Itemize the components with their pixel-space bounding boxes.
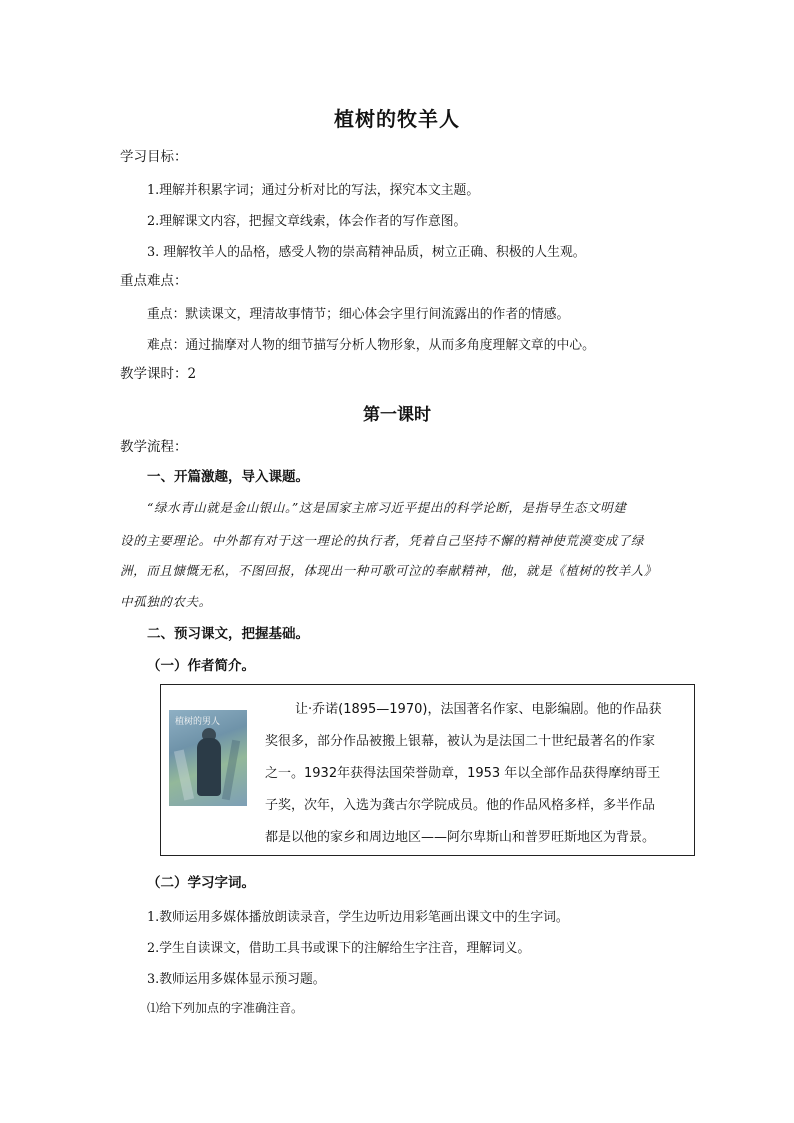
intro-paragraph-line: 洲，而且慷慨无私，不图回报，体现出一种可歌可泣的奉献精神，他，就是《植树的牧羊人》 — [120, 563, 658, 578]
author-info-box — [160, 684, 695, 856]
step-two-heading: 二、预习课文，把握基础。 — [147, 626, 309, 642]
objective-item: 1.理解并积累字词；通过分析对比的写法，探究本文主题。 — [147, 183, 480, 198]
objectives-heading: 学习目标： — [120, 149, 188, 165]
author-intro-heading: （一）作者简介。 — [147, 658, 255, 674]
objective-item: 3. 理解牧羊人的品格，感受人物的崇高精神品质，树立正确、积极的人生观。 — [147, 245, 586, 260]
author-bio-line: 奖很多，部分作品被搬上银幕，被认为是法国二十世纪最著名的作家 — [265, 734, 656, 749]
vocab-item: 3.教师运用多媒体显示预习题。 — [147, 972, 326, 987]
intro-paragraph-line: 中孤独的农夫。 — [120, 594, 212, 609]
exercise-instruction: ⑴给下列加点的字准确注音。 — [147, 1001, 304, 1015]
author-bio-line: 之一。1932年获得法国荣誉勋章，1953 年以全部作品获得摩纳哥王 — [265, 766, 661, 781]
intro-paragraph-line: “绿水青山就是金山银山。”这是国家主席习近平提出的科学论断，是指导生态文明建 — [147, 500, 627, 515]
flow-heading: 教学流程： — [120, 439, 188, 455]
keypoints-heading: 重点难点： — [120, 273, 188, 289]
book-cover-title: 植树的男人 — [175, 717, 221, 727]
objective-item: 2.理解课文内容，把握文章线索，体会作者的写作意图。 — [147, 214, 467, 229]
step-one-heading: 一、开篇激趣，导入课题。 — [147, 469, 309, 485]
author-bio-line: 都是以他的家乡和周边地区——阿尔卑斯山和普罗旺斯地区为背景。 — [265, 830, 656, 845]
section-title: 第一课时 — [363, 405, 431, 425]
document-title: 植树的牧羊人 — [334, 107, 460, 131]
difficulty-point: 难点：通过揣摩对人物的细节描写分析人物形象，从而多角度理解文章的中心。 — [147, 338, 595, 353]
book-cover-image — [169, 710, 247, 806]
author-bio-line: 让·乔诺(1895—1970)，法国著名作家、电影编剧。他的作品获 — [295, 702, 662, 717]
vocab-heading: （二）学习字词。 — [147, 875, 255, 891]
class-hours: 教学课时：2 — [120, 366, 197, 382]
vocab-item: 1.教师运用多媒体播放朗读录音，学生边听边用彩笔画出课文中的生字词。 — [147, 910, 569, 925]
author-bio-line: 子奖，次年，入选为龚古尔学院成员。他的作品风格多样，多半作品 — [265, 798, 656, 813]
vocab-item: 2.学生自读课文，借助工具书或课下的注解给生字注音，理解词义。 — [147, 941, 531, 956]
intro-paragraph-line: 设的主要理论。中外都有对于这一理论的执行者，凭着自己坚持不懈的精神使荒漠变成了绿 — [120, 533, 645, 548]
focus-point: 重点：默读课文，理清故事情节；细心体会字里行间流露出的作者的情感。 — [147, 307, 570, 322]
